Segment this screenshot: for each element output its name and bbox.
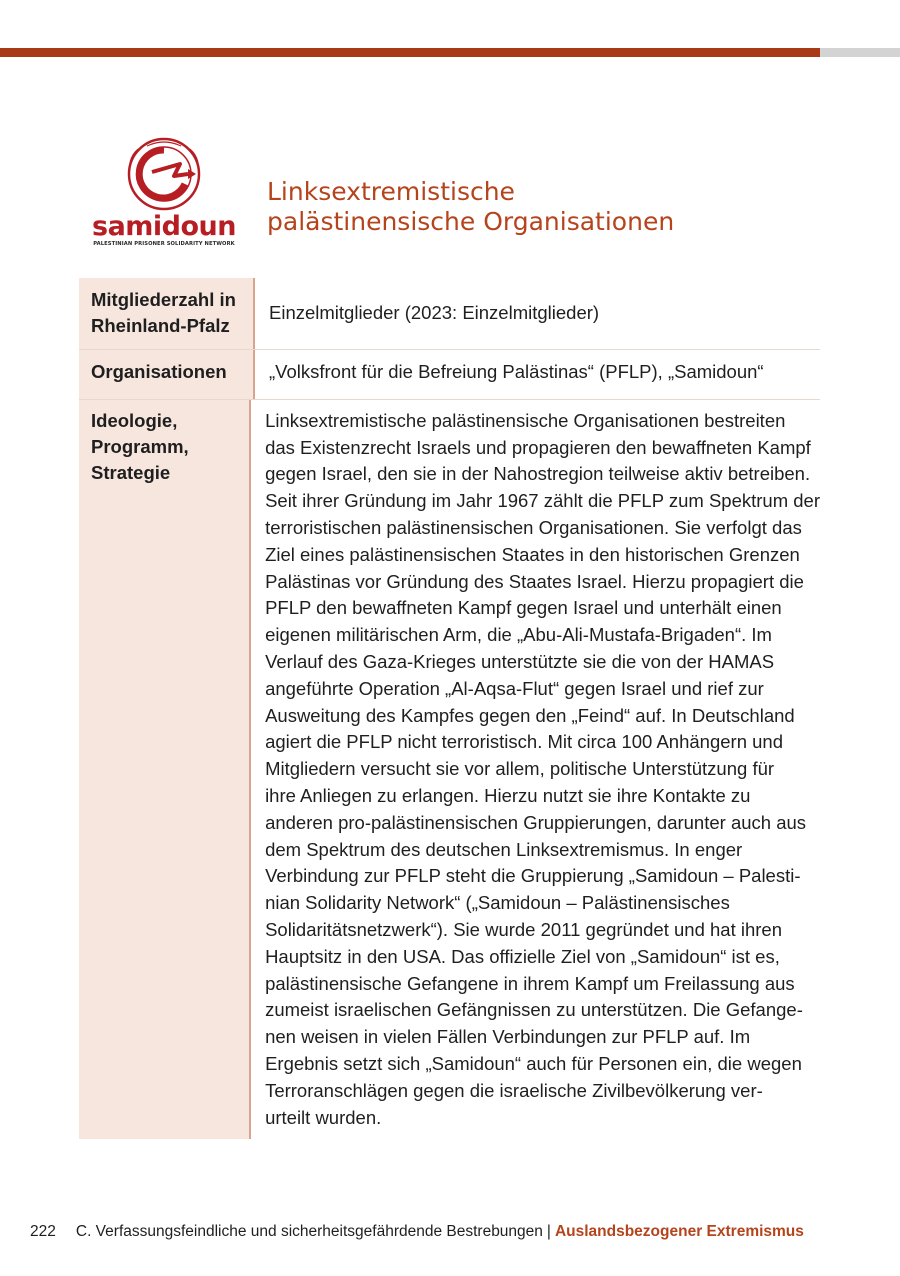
- ideology-text-line: terroristischen palästinensischen Organisationen. Sie verfolgt das: [265, 516, 802, 538]
- ideology-text-line: eigenen militärischen Arm, die „Abu-Ali-Mustafa-Brigaden“. Im: [265, 624, 772, 646]
- ideology-text-line: ihre Anliegen zu erlangen. Hierzu nutzt sie ihre Kontakte zu: [265, 784, 751, 806]
- row-label-line: Mitgliederzahl in: [91, 289, 236, 310]
- ideology-text-line: PFLP den bewaffneten Kampf gegen Israel und unterhält einen: [265, 597, 782, 619]
- logo-subtitle: PALESTINIAN PRISONER SOLIDARITY NETWORK: [93, 241, 235, 247]
- ideology-text-line: Mitgliedern versucht sie vor allem, politische Unterstützung für: [265, 758, 775, 780]
- ideology-text-line: Ausweitung des Kampfes gegen den „Feind“ auf. In Deutschland: [265, 704, 795, 726]
- ideology-text-line: zumeist israelischen Gefängnissen zu unterstützen. Die Gefange-: [265, 999, 803, 1021]
- ideology-text-line: Ergebnis setzt sich „Samidoun“ auch für Personen ein, die wegen: [265, 1052, 802, 1074]
- ideology-text-line: Seit ihrer Gründung im Jahr 1967 zählt die PFLP zum Spektrum der: [265, 490, 820, 512]
- samidoun-logo: [92, 136, 236, 252]
- row-label-ideology: [79, 400, 251, 1140]
- footer-chapter: C. Verfassungsfeindliche und sicherheitsgefährdende Bestrebungen: [75, 1223, 543, 1240]
- ideology-text-line: palästinensische Gefangene in ihrem Kampf um Freilassung aus: [265, 972, 795, 994]
- row-label-organisations: Organisationen: [79, 350, 255, 399]
- ideology-text-line: das Existenzrecht Israels und propagieren den bewaffneten Kampf: [265, 436, 811, 458]
- page-footer: [30, 1223, 804, 1241]
- table-row-members: [79, 278, 820, 350]
- info-table: [79, 278, 820, 1139]
- ideology-text-line: dem Spektrum des deutschen Linksextremismus. In enger: [265, 838, 743, 860]
- row-value-members: Einzelmitglieder (2023: Einzelmitglieder): [269, 301, 600, 323]
- ideology-text-line: gegen Israel, den sie in der Nahostregion teilweise aktiv betreiben.: [265, 463, 811, 485]
- ideology-text-line: Hauptsitz in den USA. Das offizielle Ziel von „Samidoun“ ist es,: [265, 945, 780, 967]
- ideology-text-line: agiert die PFLP nicht terroristisch. Mit circa 100 Anhängern und: [265, 731, 783, 753]
- ideology-text-line: anderen pro-palästinensischen Gruppierungen, darunter auch aus: [265, 811, 807, 833]
- ideology-text-line: Verbindung zur PFLP steht die Gruppierung „Samidoun – Palesti-: [265, 865, 801, 887]
- table-row-ideology: [79, 400, 820, 1140]
- row-label-line: Rheinland-Pfalz: [91, 315, 230, 336]
- row-value-ideology: [251, 400, 820, 1140]
- top-accent-bar: [0, 48, 820, 57]
- pflp-emblem-icon: [92, 136, 236, 212]
- row-label-line: Strategie: [91, 461, 171, 483]
- ideology-text-line: nian Solidarity Network“ („Samidoun – Palästinensisches: [265, 892, 730, 914]
- title-line-2: palästinensische Organisationen: [267, 207, 675, 236]
- row-value-organisations: „Volksfront für die Befreiung Palästinas“ (PFLP), „Samidoun“: [269, 361, 764, 382]
- row-label-line: Ideologie,: [91, 409, 178, 431]
- ideology-text-line: Palästinas vor Gründung des Staates Israel. Hierzu propagiert die: [265, 570, 804, 592]
- table-row-organisations: [79, 350, 820, 400]
- ideology-text-line: Solidaritätsnetzwerk“). Sie wurde 2011 gegründet und hat ihren: [265, 918, 782, 940]
- top-grey-bar: [820, 48, 900, 57]
- ideology-text-line: urteilt wurden.: [265, 1106, 382, 1128]
- page-title: [267, 177, 827, 237]
- footer-separator: |: [546, 1223, 551, 1240]
- ideology-text-line: Ziel eines palästinensischen Staates in den historischen Grenzen: [265, 543, 800, 565]
- page-number: 222: [30, 1223, 56, 1240]
- ideology-text-line: nen weisen in vielen Fällen Verbindungen zur PFLP auf. Im: [265, 1026, 751, 1048]
- footer-section: Auslandsbezogener Extremismus: [554, 1223, 804, 1240]
- ideology-text-line: Verlauf des Gaza-Krieges unterstützte sie die von der HAMAS: [265, 650, 775, 672]
- ideology-text-line: angeführte Operation „Al-Aqsa-Flut“ gegen Israel und rief zur: [265, 677, 764, 699]
- row-label-line: Programm,: [91, 435, 189, 457]
- title-line-1: Linksextremistische: [267, 177, 515, 206]
- ideology-text-line: Terroranschlägen gegen die israelische Zivilbevölkerung ver-: [265, 1079, 763, 1101]
- logo-wordmark: samidoun: [92, 211, 236, 242]
- row-label-members: [79, 278, 255, 349]
- ideology-text-line: Linksextremistische palästinensische Organisationen bestreiten: [265, 409, 786, 431]
